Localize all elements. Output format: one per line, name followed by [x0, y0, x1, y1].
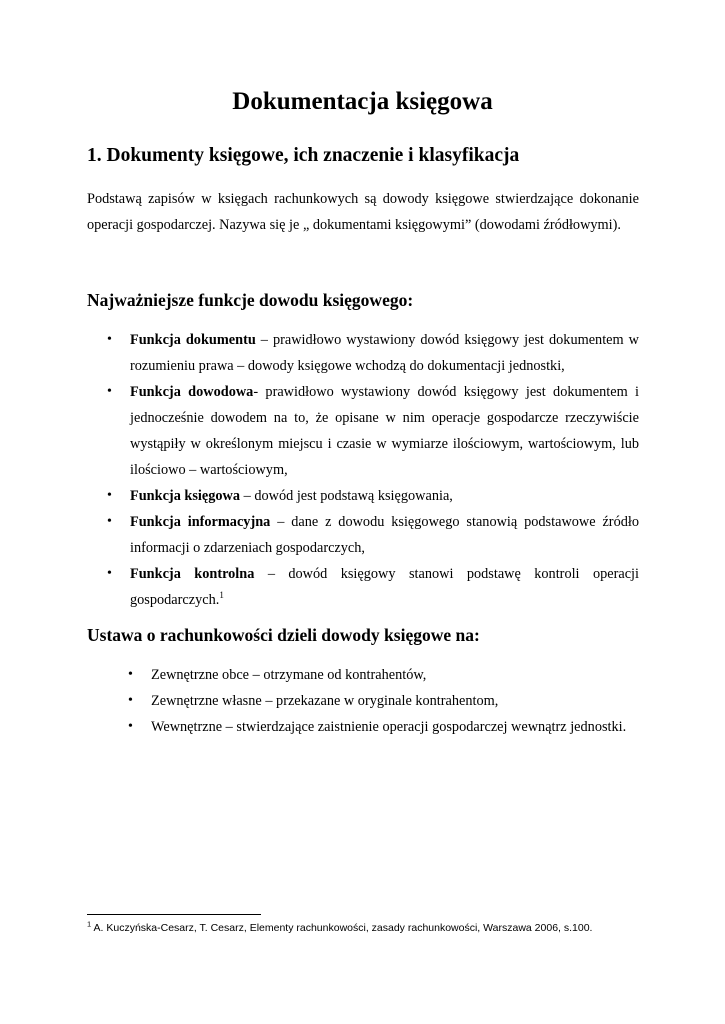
function-description: - prawidłowo wystawiony dowód księgowy jest dokumentem i jednocześnie dowodem na to, że opisane w nim operacje gospodarcze rzeczywiście wystąpiły w określonym miejscu i czasie w wymiarze ilościowym, wartościowym, lub ilościowo – wartościowym, [130, 384, 639, 478]
footnote-text: A. Kuczyńska-Cesarz, T. Cesarz, Elementy rachunkowości, zasady rachunkowości, Warszawa 2006, s.100. [91, 922, 593, 934]
function-description: – dowód księgowy stanowi podstawę kontroli operacji gospodarczych. [130, 566, 639, 608]
functions-heading: Najważniejsze funkcje dowodu księgowego: [87, 290, 414, 310]
list-item [107, 509, 639, 561]
footnote-separator [87, 914, 261, 915]
bullet-icon: • [107, 332, 112, 347]
functions-list [107, 327, 639, 613]
function-term: Funkcja dokumentu [130, 332, 256, 348]
document-title: Dokumentacja księgowa [232, 88, 493, 115]
footnote [87, 920, 592, 936]
function-description: – dowód jest podstawą księgowania, [240, 488, 453, 504]
type-text: Zewnętrzne własne – przekazane w oryginale kontrahentom, [151, 693, 499, 709]
types-list [128, 662, 639, 740]
list-item [128, 714, 639, 740]
intro-paragraph: Podstawą zapisów w księgach rachunkowych są dowody księgowe stwierdzające dokonanie operacji gospodarczej. Nazywa się je „ dokumentami księgowymi” (dowodami źródłowymi). [87, 191, 639, 233]
type-text: Zewnętrzne obce – otrzymane od kontrahentów, [151, 667, 427, 683]
list-item [107, 483, 639, 509]
footnote-reference[interactable]: 1 [219, 590, 224, 601]
type-text: Wewnętrzne – stwierdzające zaistnienie operacji gospodarczej wewnątrz jednostki. [151, 719, 627, 735]
function-term: Funkcja księgowa [130, 488, 241, 504]
list-item [107, 379, 639, 483]
function-description: – prawidłowo wystawiony dowód księgowy jest dokumentem w rozumieniu prawa – dowody księgowe wchodzą do dokumentacji jednostki, [130, 332, 639, 374]
types-heading: Ustawa o rachunkowości dzieli dowody księgowe na: [87, 625, 480, 645]
bullet-icon: • [107, 488, 112, 503]
list-item [107, 327, 639, 379]
bullet-icon: • [107, 514, 112, 529]
bullet-icon: • [107, 384, 112, 399]
function-term: Funkcja kontrolna [130, 566, 255, 582]
bullet-icon: • [128, 693, 133, 708]
section-heading: 1. Dokumenty księgowe, ich znaczenie i klasyfikacja [87, 145, 520, 166]
function-description: – dane z dowodu księgowego stanowią podstawowe źródło informacji o zdarzeniach gospodarczych, [130, 514, 639, 556]
footnote-number: 1 [87, 919, 92, 929]
function-term: Funkcja dowodowa [130, 384, 254, 400]
bullet-icon: • [128, 719, 133, 734]
bullet-icon: • [128, 667, 133, 682]
list-item [128, 662, 639, 688]
function-term: Funkcja informacyjna [130, 514, 271, 530]
bullet-icon: • [107, 566, 112, 581]
list-item [107, 561, 639, 613]
list-item [128, 688, 639, 714]
